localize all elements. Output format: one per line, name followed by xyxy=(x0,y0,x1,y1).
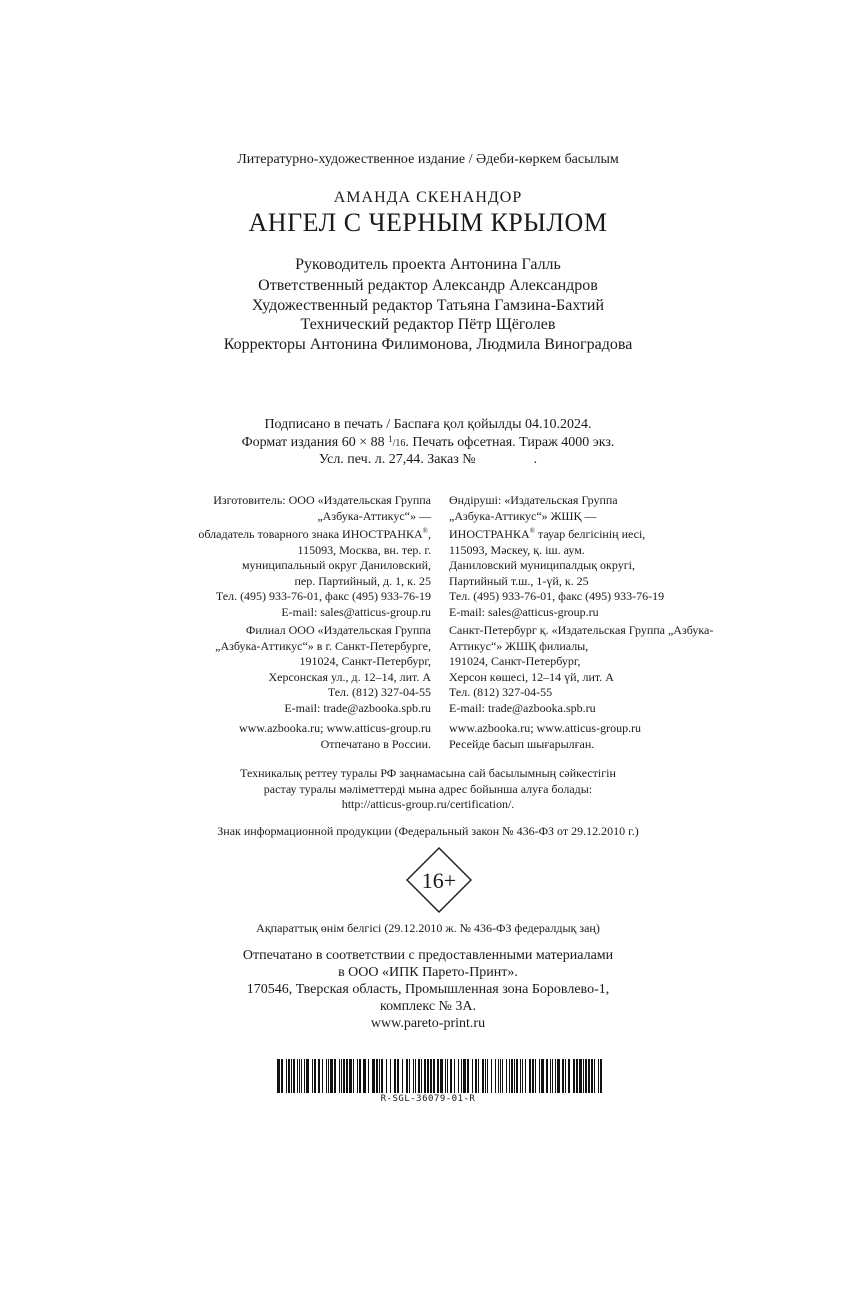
trademark-comma: , xyxy=(428,527,431,541)
barcode-bar xyxy=(485,1059,486,1093)
barcode-bar xyxy=(482,1059,484,1093)
certification-line: Техникалық реттеу туралы РФ заңнамасына сай басылымның сәйкестігін xyxy=(240,766,616,780)
barcode-bar xyxy=(312,1059,313,1093)
branch-kz-line: Аттикус“» ЖШҚ филиалы, xyxy=(449,638,589,653)
barcode-bar xyxy=(487,1059,488,1093)
barcode-bar xyxy=(579,1059,582,1093)
barcode-bar xyxy=(386,1059,387,1093)
barcode-bar xyxy=(450,1059,452,1093)
branch-kz-line: Херсон көшесі, 12–14 үй, лит. А xyxy=(449,669,614,684)
barcode-bar xyxy=(539,1059,540,1093)
barcode-bar xyxy=(297,1059,298,1093)
format-prefix: Формат издания 60 × 88 xyxy=(241,435,389,450)
print-sheets xyxy=(0,452,856,468)
barcode-bar xyxy=(535,1059,536,1093)
barcode-bar xyxy=(509,1059,510,1093)
branch-ru-line: „Азбука-Аттикус“» в г. Санкт-Петербурге, xyxy=(215,638,431,653)
barcode-bar xyxy=(433,1059,435,1093)
barcode-bar xyxy=(314,1059,316,1093)
barcode-bar xyxy=(573,1059,575,1093)
sheets-text: Усл. печ. л. 27,44. Заказ № xyxy=(318,452,476,467)
barcode-bar xyxy=(357,1059,358,1093)
barcode-bar xyxy=(532,1059,534,1093)
barcode-bar xyxy=(353,1059,354,1093)
barcode-bar xyxy=(588,1059,590,1093)
barcode-bar xyxy=(427,1059,429,1093)
barcode-bar xyxy=(506,1059,507,1093)
barcode-bar xyxy=(421,1059,422,1093)
age-rating-badge xyxy=(405,846,473,914)
trademark-name: ИНОСТРАНКА xyxy=(449,527,530,541)
publisher-kz-line xyxy=(449,524,664,543)
publisher-ru-line: Изготовитель: ООО «Издательская Группа xyxy=(213,493,431,507)
barcode-bar xyxy=(394,1059,396,1093)
barcode-bar xyxy=(520,1059,521,1093)
barcode-bar xyxy=(585,1059,587,1093)
barcode-bar xyxy=(430,1059,432,1093)
barcode-bar xyxy=(402,1059,403,1093)
trademark-owner-suffix: тауар белгісінің иесі, xyxy=(534,527,646,541)
publisher-kz-block xyxy=(449,493,664,620)
printer-line: в ООО «ИПК Парето-Принт». xyxy=(338,965,518,980)
barcode-bar xyxy=(475,1059,477,1093)
barcode-bar xyxy=(299,1059,300,1093)
barcode-text: R-SGL-36079-01-R xyxy=(380,1094,476,1104)
publisher-kz-line: Даниловский муниципалдық округі, xyxy=(449,558,635,572)
credit-technical-editor: Технический редактор Пётр Щёголев xyxy=(300,316,556,333)
barcode-bar xyxy=(600,1059,602,1093)
credit-project-lead: Руководитель проекта Антонина Галль xyxy=(295,256,561,273)
publisher-kz-line: Партийный т.ш., 1-үй, к. 25 xyxy=(449,573,589,588)
barcode-bar xyxy=(478,1059,479,1093)
barcode-bar xyxy=(413,1059,414,1093)
barcode-bar xyxy=(445,1059,446,1093)
barcode-bar xyxy=(293,1059,295,1093)
barcode-bar xyxy=(498,1059,499,1093)
printer-block xyxy=(0,947,856,1032)
barcode-bar xyxy=(440,1059,443,1093)
barcode-bar xyxy=(390,1059,391,1093)
barcode-bar xyxy=(511,1059,513,1093)
format-suffix: . Печать офсетная. Тираж 4000 экз. xyxy=(405,435,615,450)
author-name: АМАНДА СКЕНАНДОР xyxy=(333,189,523,206)
branch-kz-block xyxy=(449,623,713,716)
branch-ru-phone: Тел. (812) 327-04-55 xyxy=(327,685,431,699)
info-product-sign-kz: Ақпараттық өнім белгісі (29.12.2010 ж. № 436-ФЗ федералдық заң) xyxy=(256,921,600,935)
barcode-bar xyxy=(598,1059,599,1093)
trademark-owner-text: обладатель товарного знака ИНОСТРАНКА xyxy=(198,527,423,541)
barcode-bar xyxy=(576,1059,578,1093)
publisher-ru-line xyxy=(198,524,431,543)
barcode-bar xyxy=(381,1059,383,1093)
barcode-bar xyxy=(291,1059,292,1093)
barcode-bar xyxy=(326,1059,327,1093)
printer-line: Отпечатано в соответствии с предоставленными материалами xyxy=(242,948,614,963)
publisher-ru-phone: Тел. (495) 933-76-01, факс (495) 933-76-19 xyxy=(215,589,431,603)
barcode-bar xyxy=(550,1059,551,1093)
branch-ru-email: E-mail: trade@azbooka.spb.ru xyxy=(284,700,431,715)
credit-art-editor: Художественный редактор Татьяна Гамзина-Бахтий xyxy=(251,297,605,314)
barcode-bar xyxy=(318,1059,320,1093)
barcode xyxy=(275,1059,605,1093)
publisher-ru-line: 115093, Москва, вн. тер. г. xyxy=(297,542,431,557)
sheets-end: . xyxy=(533,452,538,467)
age-rating-text: 16+ xyxy=(421,868,457,893)
barcode-bar xyxy=(568,1059,570,1093)
format-fraction-num: 1 xyxy=(388,434,393,444)
barcode-bar xyxy=(363,1059,366,1093)
barcode-bar xyxy=(306,1059,309,1093)
barcode-bar xyxy=(328,1059,329,1093)
registered-mark: ® xyxy=(529,527,535,535)
publisher-kz-line: Өндіруші: «Издательская Группа xyxy=(449,493,618,507)
barcode-bar xyxy=(397,1059,399,1093)
barcode-bar xyxy=(516,1059,518,1093)
barcode-bar xyxy=(594,1059,595,1093)
publisher-kz-line: „Азбука-Аттикус“» ЖШҚ — xyxy=(449,508,597,523)
barcode-bar xyxy=(546,1059,548,1093)
web-kz-block xyxy=(449,721,641,752)
publisher-ru-block xyxy=(198,493,431,620)
branch-ru-block xyxy=(215,623,431,716)
barcode-bar xyxy=(359,1059,361,1093)
barcode-bar xyxy=(409,1059,410,1093)
publisher-ru-line: муниципальный округ Даниловский, xyxy=(241,558,431,572)
barcode-bar xyxy=(334,1059,336,1093)
barcode-bar xyxy=(458,1059,459,1093)
printed-in-ru: Отпечатано в России. xyxy=(320,736,431,751)
barcode-bar xyxy=(514,1059,515,1093)
barcode-bar xyxy=(346,1059,348,1093)
barcode-bar xyxy=(368,1059,369,1093)
barcode-bar xyxy=(301,1059,302,1093)
publisher-ru-line: „Азбука-Аттикус“» — xyxy=(317,508,431,523)
barcode-bar xyxy=(562,1059,564,1093)
barcode-bar xyxy=(277,1059,280,1093)
barcode-bar xyxy=(529,1059,531,1093)
barcode-bar xyxy=(437,1059,439,1093)
credit-managing-editor: Ответственный редактор Александр Александров xyxy=(258,277,598,294)
printer-website: www.pareto-print.ru xyxy=(370,1016,486,1031)
barcode-bar xyxy=(500,1059,501,1093)
barcode-bar xyxy=(406,1059,408,1093)
barcode-bar xyxy=(379,1059,380,1093)
publisher-kz-line: 115093, Мәскеу, қ. іш. аум. xyxy=(449,542,585,557)
publisher-ru-line: пер. Партийный, д. 1, к. 25 xyxy=(294,573,431,588)
publisher-kz-email: E-mail: sales@atticus-group.ru xyxy=(449,604,599,619)
barcode-bar xyxy=(454,1059,455,1093)
barcode-bar xyxy=(415,1059,416,1093)
branch-ru-line: Филиал ООО «Издательская Группа xyxy=(245,623,431,637)
barcode-bar xyxy=(495,1059,496,1093)
barcode-bar xyxy=(339,1059,340,1093)
barcode-bar xyxy=(591,1059,593,1093)
barcode-bar xyxy=(418,1059,420,1093)
signed-for-print: Подписано в печать / Баспаға қол қойылды 04.10.2024. xyxy=(264,417,592,432)
barcode-bar xyxy=(522,1059,523,1093)
barcode-bar xyxy=(281,1059,283,1093)
printer-address: комплекс № 3А. xyxy=(379,999,476,1014)
barcode-bar xyxy=(555,1059,556,1093)
barcode-bar xyxy=(372,1059,375,1093)
barcode-bar xyxy=(557,1059,560,1093)
barcode-bar xyxy=(552,1059,553,1093)
registered-mark: ® xyxy=(422,527,428,535)
barcode-bar xyxy=(461,1059,462,1093)
barcode-bar xyxy=(322,1059,323,1093)
barcode-bar xyxy=(349,1059,352,1093)
web-ru-block xyxy=(239,721,431,752)
barcode-bar xyxy=(376,1059,378,1093)
branch-ru-line: 191024, Санкт-Петербург, xyxy=(299,654,431,668)
barcode-bar xyxy=(467,1059,469,1093)
barcode-bar xyxy=(343,1059,345,1093)
barcode-bar xyxy=(583,1059,584,1093)
branch-kz-phone: Тел. (812) 327-04-55 xyxy=(449,685,553,699)
barcode-bar xyxy=(304,1059,305,1093)
barcode-bar xyxy=(447,1059,448,1093)
barcode-bar xyxy=(502,1059,503,1093)
barcode-bar xyxy=(565,1059,566,1093)
barcode-bar xyxy=(525,1059,526,1093)
barcode-bar xyxy=(463,1059,466,1093)
printer-address: 170546, Тверская область, Промышленная зона Боровлево-1, xyxy=(246,982,610,997)
format-fraction-den: /16 xyxy=(392,438,406,449)
branch-ru-line: Херсонская ул., д. 12–14, лит. А xyxy=(268,669,431,684)
websites-kz: www.azbooka.ru; www.atticus-group.ru xyxy=(449,721,642,735)
barcode-bar xyxy=(341,1059,342,1093)
websites-ru: www.azbooka.ru; www.atticus-group.ru xyxy=(238,721,431,735)
certification-line: растау туралы мәліметтерді мына адрес бойынша алуға болады: xyxy=(263,781,593,796)
certification-block xyxy=(0,766,856,813)
branch-kz-line: Санкт-Петербург қ. «Издательская Группа „Азбука- xyxy=(449,623,714,637)
branch-kz-email: E-mail: trade@azbooka.spb.ru xyxy=(449,700,596,715)
credit-proofreaders: Корректоры Антонина Филимонова, Людмила Виноградова xyxy=(223,336,633,353)
barcode-bar xyxy=(424,1059,426,1093)
branch-kz-line: 191024, Санкт-Петербург, xyxy=(449,654,581,668)
barcode-bar xyxy=(286,1059,287,1093)
barcode-bar xyxy=(541,1059,544,1093)
edition-format xyxy=(0,434,856,451)
book-title: АНГЕЛ С ЧЕРНЫМ КРЫЛОМ xyxy=(248,208,608,237)
printed-in-kz: Ресейде басып шығарылған. xyxy=(449,736,595,751)
genre-label: Литературно-художественное издание / Әдеби-көркем басылым xyxy=(237,152,619,167)
barcode-bar xyxy=(472,1059,473,1093)
barcode-bar xyxy=(491,1059,492,1093)
certification-url: http://atticus-group.ru/certification/. xyxy=(341,797,515,811)
barcode-bar xyxy=(330,1059,333,1093)
barcode-bar xyxy=(288,1059,290,1093)
info-product-sign: Знак информационной продукции (Федеральный закон № 436-ФЗ от 29.12.2010 г.) xyxy=(217,824,639,838)
publisher-kz-phone: Тел. (495) 933-76-01, факс (495) 933-76-19 xyxy=(449,589,665,603)
publisher-ru-email: E-mail: sales@atticus-group.ru xyxy=(281,604,431,619)
